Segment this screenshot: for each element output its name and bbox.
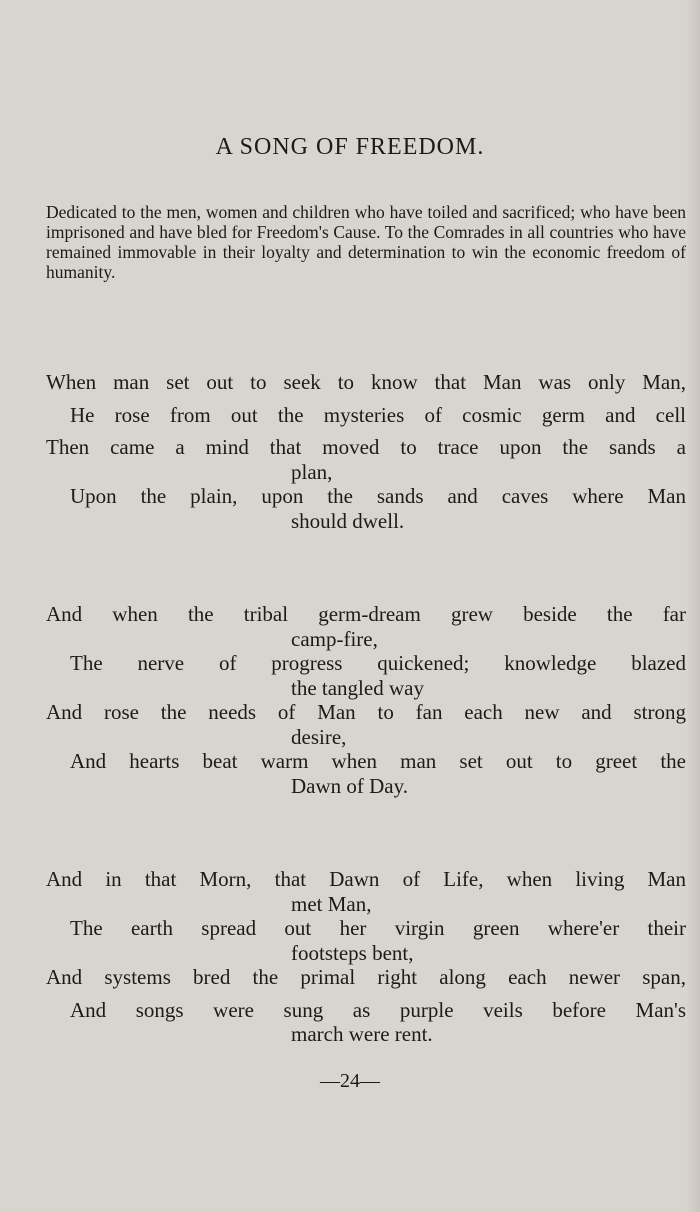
page-title: A SONG OF FREEDOM. xyxy=(215,134,485,160)
stanza-3-line-4: And songs were sung as purple veils before Man's xyxy=(70,997,686,1022)
stanza-3-line-2: The earth spread out her virgin green where'er their xyxy=(70,916,686,940)
page-number: —24— xyxy=(320,1070,380,1092)
dedication-text: Dedicated to the men, women and children who have toiled and sacrificed; who have been imprisoned and have bled for Freedom's Cause. To the Comrades in all countries who have remained immovable in their loyalty and determination to win the economic freedom of humanity. xyxy=(46,202,686,282)
stanza-2-line-3: And rose the needs of Man to fan each new and strong xyxy=(46,700,686,724)
stanza-2-line-1-cont: camp-fire, xyxy=(291,626,378,651)
stanza-1 xyxy=(46,370,686,533)
stanza-2-line-2-cont: the tangled way xyxy=(291,675,424,700)
stanza-2-line-4-cont: Dawn of Day. xyxy=(291,773,409,798)
stanza-1-line-1: When man set out to seek to know that Man was only Man, xyxy=(46,370,686,394)
stanza-3-line-3: And systems bred the primal right along each newer span, xyxy=(46,965,686,989)
stanza-3-line-4-cont: march were rent. xyxy=(291,1022,433,1046)
page-edge xyxy=(686,0,700,1212)
stanza-1-line-2: He rose from out the mysteries of cosmic germ and cell xyxy=(70,402,686,427)
stanza-3 xyxy=(46,867,686,1047)
stanza-2-line-3-cont: desire, xyxy=(291,724,347,749)
stanza-3-line-1-cont: met Man, xyxy=(291,891,372,916)
stanza-2-line-2: The nerve of progress quickened; knowledge blazed xyxy=(70,651,686,675)
stanza-3-line-2-cont: footsteps bent, xyxy=(291,940,414,965)
stanza-2-line-4: And hearts beat warm when man set out to greet the xyxy=(70,749,686,773)
stanza-1-line-3: Then came a mind that moved to trace upon the sands a xyxy=(46,435,686,459)
stanza-2 xyxy=(46,602,686,798)
stanza-1-line-4: Upon the plain, upon the sands and caves where Man xyxy=(70,484,686,508)
stanza-3-line-1: And in that Morn, that Dawn of Life, when living Man xyxy=(46,867,686,891)
stanza-1-line-4-cont: should dwell. xyxy=(291,508,405,533)
stanza-1-line-3-cont: plan, xyxy=(291,459,333,484)
stanza-2-line-1: And when the tribal germ-dream grew beside the far xyxy=(46,602,686,626)
